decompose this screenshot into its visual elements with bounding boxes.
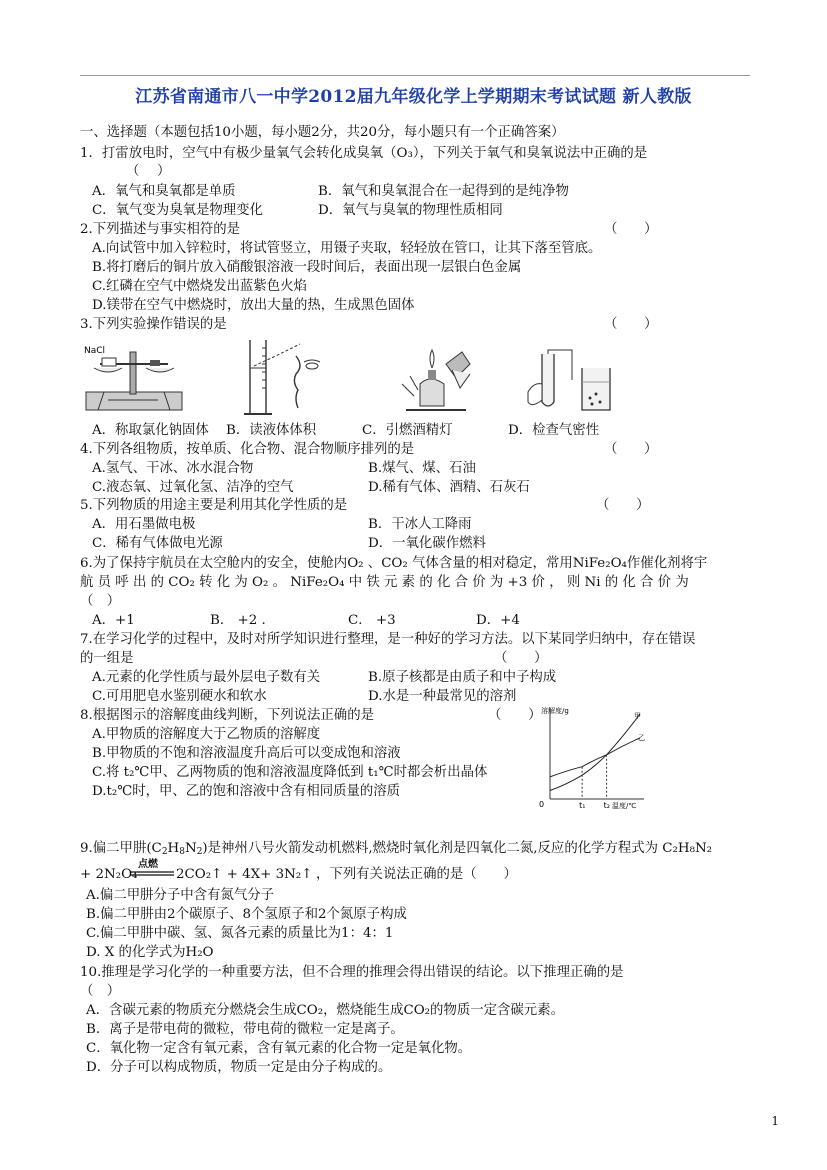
q3-option-c: C．引燃酒精灯 (362, 423, 453, 438)
series-label-1: 甲 (634, 712, 641, 720)
q10-line1: 10.推理是学习化学的一种重要方法，但不合理的推理会得出错误的结论。以下推理正确的是 (80, 965, 624, 980)
q10-option-b: B．离子是带电荷的微粒，带电荷的微粒一定是离子。 (86, 1022, 404, 1037)
q6-option-c: C． +3 (348, 613, 396, 628)
q9-option-c: C.偏二甲肼中碳、氢、氮各元素的质量比为1：4：1 (86, 926, 394, 941)
page-title: 江苏省南通市八一中学2012届九年级化学上学期期末考试试题 新人教版 (135, 87, 692, 107)
q9-option-b: B.偏二甲肼由2个碳原子、8个氢原子和2个氮原子构成 (86, 907, 407, 922)
q6-line1: 6.为了保持宇航员在太空舱内的安全，使舱内O₂ 、CO₂ 气体含量的相对稳定，常用NiFe₂O₄作催化剂将宇 (80, 556, 708, 571)
q9-equation-tail: ，下列有关说法正确的是（ ） (316, 867, 517, 882)
q1-bracket: （ ） (126, 164, 171, 179)
tick-label-1: t₁ (579, 801, 586, 810)
equation-equals-sign (130, 871, 174, 877)
q10-option-d: D．分子可以构成物质，物质一定是由分子构成的。 (86, 1060, 392, 1075)
q1-stem: 1．打雷放电时，空气中有极少量氧气会转化成臭氧（O₃），下列关于氧气和臭氧说法中正确的是 (80, 146, 648, 161)
q7-bracket: （ ） (494, 651, 548, 666)
q4-stem: 4.下列各组物质，按单质、化合物、混合物顺序排列的是 (80, 442, 415, 457)
q3-option-b: B．读液体体积 (226, 423, 317, 438)
page-number: 1 (771, 1114, 779, 1128)
q6-option-a: A．+1 (92, 613, 135, 628)
q2-option-c: C.红磷在空气中燃烧发出蓝紫色火焰 (92, 279, 307, 294)
q9-option-a: A.偏二甲肼分子中含有氮气分子 (86, 888, 275, 903)
q5-stem: 5.下列物质的用途主要是利用其化学性质的是 (80, 498, 348, 513)
q10-option-a: A．含碳元素的物质充分燃烧会生成CO₂，燃烧能生成CO₂的物质一定含碳元素。 (86, 1003, 564, 1018)
chart-xlabel: 温度/℃ (612, 802, 637, 810)
q9-equation-right: 2CO₂↑ + 4X+ 3N₂↑ (176, 867, 313, 882)
q4-option-a: A.氢气、干冰、冰水混合物 (92, 461, 254, 476)
chart-ylabel: 溶解度/g (541, 707, 569, 715)
q8-stem: 8.根据图示的溶解度曲线判断，下列说法正确的是 (80, 708, 374, 723)
q8-option-c: C.将 t₂℃甲、乙两物质的饱和溶液温度降低到 t₁℃时都会析出晶体 (92, 765, 488, 780)
series-label-2: 乙 (638, 733, 645, 742)
q4-option-d: D.稀有气体、酒精、石灰石 (368, 480, 530, 495)
q4-option-b: B.煤气、煤、石油 (368, 461, 476, 476)
tick-label-2: t₂ (603, 801, 610, 810)
q3-option-d: D．检查气密性 (508, 423, 600, 438)
q7-line2: 的一组是 (80, 651, 134, 666)
q10-option-c: C．氧化物一定含有氧元素，含有氧元素的化合物一定是氧化物。 (86, 1041, 472, 1056)
q5-option-a: A．用石墨做电极 (92, 517, 196, 532)
q4-bracket: （ ） (604, 442, 658, 457)
q7-option-a: A.元素的化学性质与最外层电子数有关 (92, 670, 321, 685)
cylinder-reading-illustration (236, 338, 331, 418)
q4-option-c: C.液态氧、过氧化氢、洁净的空气 (92, 480, 294, 495)
q2-option-b: B.将打磨后的铜片放入硝酸银溶液一段时间后，表面出现一层银白色金属 (92, 260, 522, 275)
q2-bracket: （ ） (604, 222, 658, 237)
q5-option-b: B．干冰人工降雨 (368, 517, 472, 532)
q3-option-a: A．称取氯化钠固体 (92, 423, 209, 438)
nacl-label: NaCl (84, 346, 106, 356)
q2-option-d: D.镁带在空气中燃烧时，放出大量的热，生成黑色固体 (92, 298, 415, 313)
q10-bracket: （ ） (80, 984, 121, 999)
q2-stem: 2.下列描述与事实相符的是 (80, 222, 241, 237)
q9-equation-left: + 2N₂O₄ (80, 867, 138, 882)
airtight-check-illustration (526, 352, 616, 418)
q8-bracket: （ ） (488, 708, 542, 723)
balance-illustration (84, 342, 184, 414)
series-line-2 (550, 738, 640, 777)
alcohol-lamp-illustration (400, 344, 478, 416)
series-line-1 (550, 714, 640, 791)
chart-origin: 0 (539, 800, 545, 809)
q9-equation-condition: 点燃 (138, 859, 158, 870)
q3-bracket: （ ） (604, 317, 658, 332)
q5-bracket: （ ） (596, 498, 650, 513)
q8-option-b: B.甲物质的不饱和溶液温度升高后可以变成饱和溶液 (92, 746, 401, 761)
section-heading: 一、选择题（本题包括10小题，每小题2分，共20分，每小题只有一个正确答案） (80, 125, 565, 140)
q7-line1: 7.在学习化学的过程中，及时对所学知识进行整理，是一种好的学习方法。以下某同学归纳中，存在错误 (80, 632, 696, 647)
q7-option-d: D.水是一种最常见的溶剂 (368, 689, 517, 704)
q6-line2: 航 员 呼 出 的 CO₂ 转 化 为 O₂ 。 NiFe₂O₄ 中 铁 元 素 的 化 合 价 为 +3 价 ， 则 Ni 的 化 合 价 为 (80, 575, 689, 590)
q6-option-b: B． +2 . (210, 613, 266, 628)
header-rule (80, 75, 750, 76)
q1-option-a: A．氧气和臭氧都是单质 (92, 184, 236, 199)
q6-option-d: D．+4 (476, 613, 520, 628)
q8-option-a: A.甲物质的溶解度大于乙物质的溶解度 (92, 727, 321, 742)
q7-option-c: C.可用肥皂水鉴别硬水和软水 (92, 689, 267, 704)
q9-option-d: D. X 的化学式为H₂O (86, 945, 214, 960)
q9-line1: 9.偏二甲肼$(C_2H_8N_2)$是神州八号火箭发动机燃料,燃烧时氧化剂是四氧化二氮,反应的化学方程式为 C₂H₈N₂ (80, 841, 713, 857)
q6-bracket: （ ） (80, 594, 121, 609)
q1-option-b: B．氧气和臭氧混合在一起得到的是纯净物 (318, 184, 569, 199)
q3-stem: 3.下列实验操作错误的是 (80, 317, 227, 332)
q5-option-c: C．稀有气体做电光源 (92, 536, 223, 551)
q5-option-d: D．一氧化碳作燃料 (368, 536, 486, 551)
solubility-chart (536, 704, 646, 810)
q7-option-b: B.原子核都是由质子和中子构成 (368, 670, 557, 685)
q1-option-d: D．氧气与臭氧的物理性质相同 (318, 203, 503, 218)
q2-option-a: A.向试管中加入锌粒时，将试管竖立，用镊子夹取，轻轻放在管口，让其下落至管底。 (92, 241, 602, 256)
q8-option-d: D.t₂℃时，甲、乙的饱和溶液中含有相同质量的溶质 (92, 784, 401, 799)
q1-option-c: C．氧气变为臭氧是物理变化 (92, 203, 263, 218)
